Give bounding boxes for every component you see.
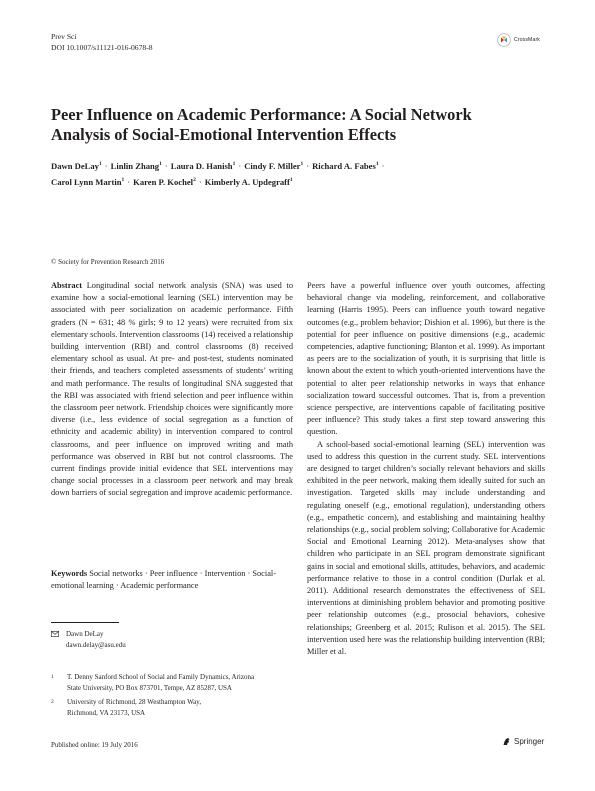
author-name[interactable]: Richard A. Fabes [312, 161, 376, 171]
author-name[interactable]: Karen P. Kochel [133, 177, 194, 187]
body-section [307, 280, 545, 658]
crossmark-label: CrossMark [514, 37, 540, 43]
author-separator: · [164, 161, 168, 171]
abstract-text: Longitudinal social network analysis (SNA) was used to examine how a social-emotional learning (SEL) intervention may be associated with peer socialization on academic performance. Fifth graders (N = 631; 48 % girls; 9 to 12 years) were recruited from six elementary schools. Intervention classrooms (14) received a relationship building intervention (RBI) and control classrooms (8) received elementary school as usual. At pre- and post-test, students nominated their friends, and teachers completed assessments of students’ writing and math performance. The results of longitudinal SNA suggested that the RBI was associated with friend selection and peer influence within the classroom peer network. Friendship choices were significantly more diverse (i.e., less evidence of social segregation as a function of ethnicity and academic ability) in intervention compared to control classrooms, and peer influence on improved writing and math performance was observed in RBI but not control classrooms. The current findings provide initial evidence that SEL interventions may change social processes in a classroom peer network and may break down barriers of social segregation and improve academic performance. [51, 281, 293, 498]
keywords-label: Keywords [51, 569, 88, 578]
copyright-notice: © Society for Prevention Research 2016 [51, 258, 165, 266]
abstract-paragraph [51, 280, 293, 500]
author-separator: · [127, 177, 131, 187]
crossmark-icon [497, 33, 511, 47]
correspondence-details [66, 629, 126, 650]
affiliation-line: University of Richmond, 28 Westhampton Way, [67, 698, 202, 706]
title-line-2: Analysis of Social-Emotional Intervention Effects [51, 125, 397, 144]
author-name[interactable]: Kimberly A. Updegraff [204, 177, 290, 187]
author-separator: · [198, 177, 202, 187]
crossmark-badge[interactable] [497, 33, 540, 47]
author-name[interactable]: Linlin Zhang [110, 161, 160, 171]
doi-link[interactable]: DOI 10.1007/s11121-016-0678-8 [51, 43, 153, 52]
author-name[interactable]: Carol Lynn Martin [51, 177, 122, 187]
affiliation-text [67, 697, 201, 718]
affiliation-line: Richmond, VA 23173, USA [67, 708, 146, 717]
springer-logo [502, 737, 544, 746]
affiliation-number: 2 [51, 699, 54, 705]
affiliation-2 [51, 697, 293, 718]
author-affil-mark: 1 [121, 177, 125, 184]
footnote-divider [51, 622, 119, 623]
corresponding-email[interactable]: dawn.delay@asu.edu [66, 640, 126, 649]
author-affil-mark: 1 [375, 161, 379, 168]
author-affil-mark: 1 [98, 161, 102, 168]
abstract-label: Abstract [51, 281, 83, 290]
envelope-icon [51, 631, 59, 637]
author-name[interactable]: Cindy F. Miller [244, 161, 301, 171]
keywords-section [51, 568, 293, 592]
affiliation-line: T. Denny Sanford School of Social and Family Dynamics, Arizona [67, 673, 255, 681]
title-line-1: Peer Influence on Academic Performance: A Social Network [51, 105, 472, 124]
affiliation-text [67, 672, 254, 693]
author-separator: · [381, 161, 385, 171]
author-name[interactable]: Laura D. Hanish [170, 161, 233, 171]
author-name[interactable]: Dawn DeLay [51, 161, 99, 171]
author-affil-mark: 1 [232, 161, 236, 168]
affiliation-number: 1 [51, 674, 54, 680]
body-paragraph-2: A school-based social-emotional learning (SEL) intervention was used to address this question in the current study. SEL interventions are designed to target children’s socially relevant behaviors and skills exhibited in the peer network, making them ideally suited for such an investigation. Targeted skills may include understanding and regulating oneself (e.g., emotional regulation), understanding others (e.g., empathetic concern), and establishing and maintaining healthy relationships (e.g., social problem solving; Collaborative for Academic Social and Emotional Learning 2012). Meta-analyses show that children who participate in an SEL program demonstrate significant gains in social and emotional skills, attitudes, behaviors, and academic performance relative to those in a control condition (Durlak et al. 2011). Additional research demonstrates the effectiveness of SEL interventions at diminishing problem behavior and promoting positive peer relationship outcomes (e.g., prosocial behaviors, cohesive relationships; Greenberg et al. 2015; Rulison et al. 2015). The SEL intervention used here was the relationship building intervention (RBI; Miller et al. [307, 439, 545, 657]
keywords-text: Social networks · Peer influence · Intervention · Social-emotional learning · Academic performance [51, 569, 276, 591]
publisher-name: Springer [514, 737, 545, 746]
author-line-1 [51, 158, 546, 174]
article-title [51, 105, 551, 145]
author-affil-mark: 1 [289, 177, 293, 184]
springer-horse-icon [502, 737, 511, 746]
journal-header [51, 31, 153, 53]
corresponding-author: Dawn DeLay [66, 630, 104, 638]
affiliation-1 [51, 672, 293, 693]
author-separator: · [306, 161, 310, 171]
author-list [51, 158, 546, 190]
abstract-section [51, 280, 293, 500]
correspondence [51, 629, 126, 650]
body-paragraph-1: Peers have a powerful influence over youth outcomes, affecting behavioral change via modeling, reinforcement, and collaborative learning (Harris 1995). Peers can influence youth toward negative outcomes (e.g., problem behavior; Dishion et al. 1996), but there is the potential for peer influence on positive dimensions (e.g., academic competencies, adaptive functioning; Blanton et al. 1999). As important as peers are to the socialization of youth, it is surprising that little is known about the extent to which youth-oriented interventions have the potential to alter peer relationship networks in ways that enhance socialization toward successful outcomes. That is, from a prevention science perspective, are interventions capable of facilitating positive peer influence? This study takes a first step toward answering this question. [307, 281, 545, 437]
author-affil-mark: 1 [300, 161, 304, 168]
author-separator: · [104, 161, 108, 171]
author-affil-mark: 2 [193, 177, 196, 184]
author-line-2 [51, 174, 546, 190]
affiliation-line: State University, PO Box 873701, Tempe, AZ 85287, USA [67, 683, 232, 692]
author-affil-mark: 1 [159, 161, 162, 168]
published-date: Published online: 19 July 2016 [51, 741, 138, 749]
author-separator: · [238, 161, 242, 171]
journal-name: Prev Sci [51, 32, 77, 41]
